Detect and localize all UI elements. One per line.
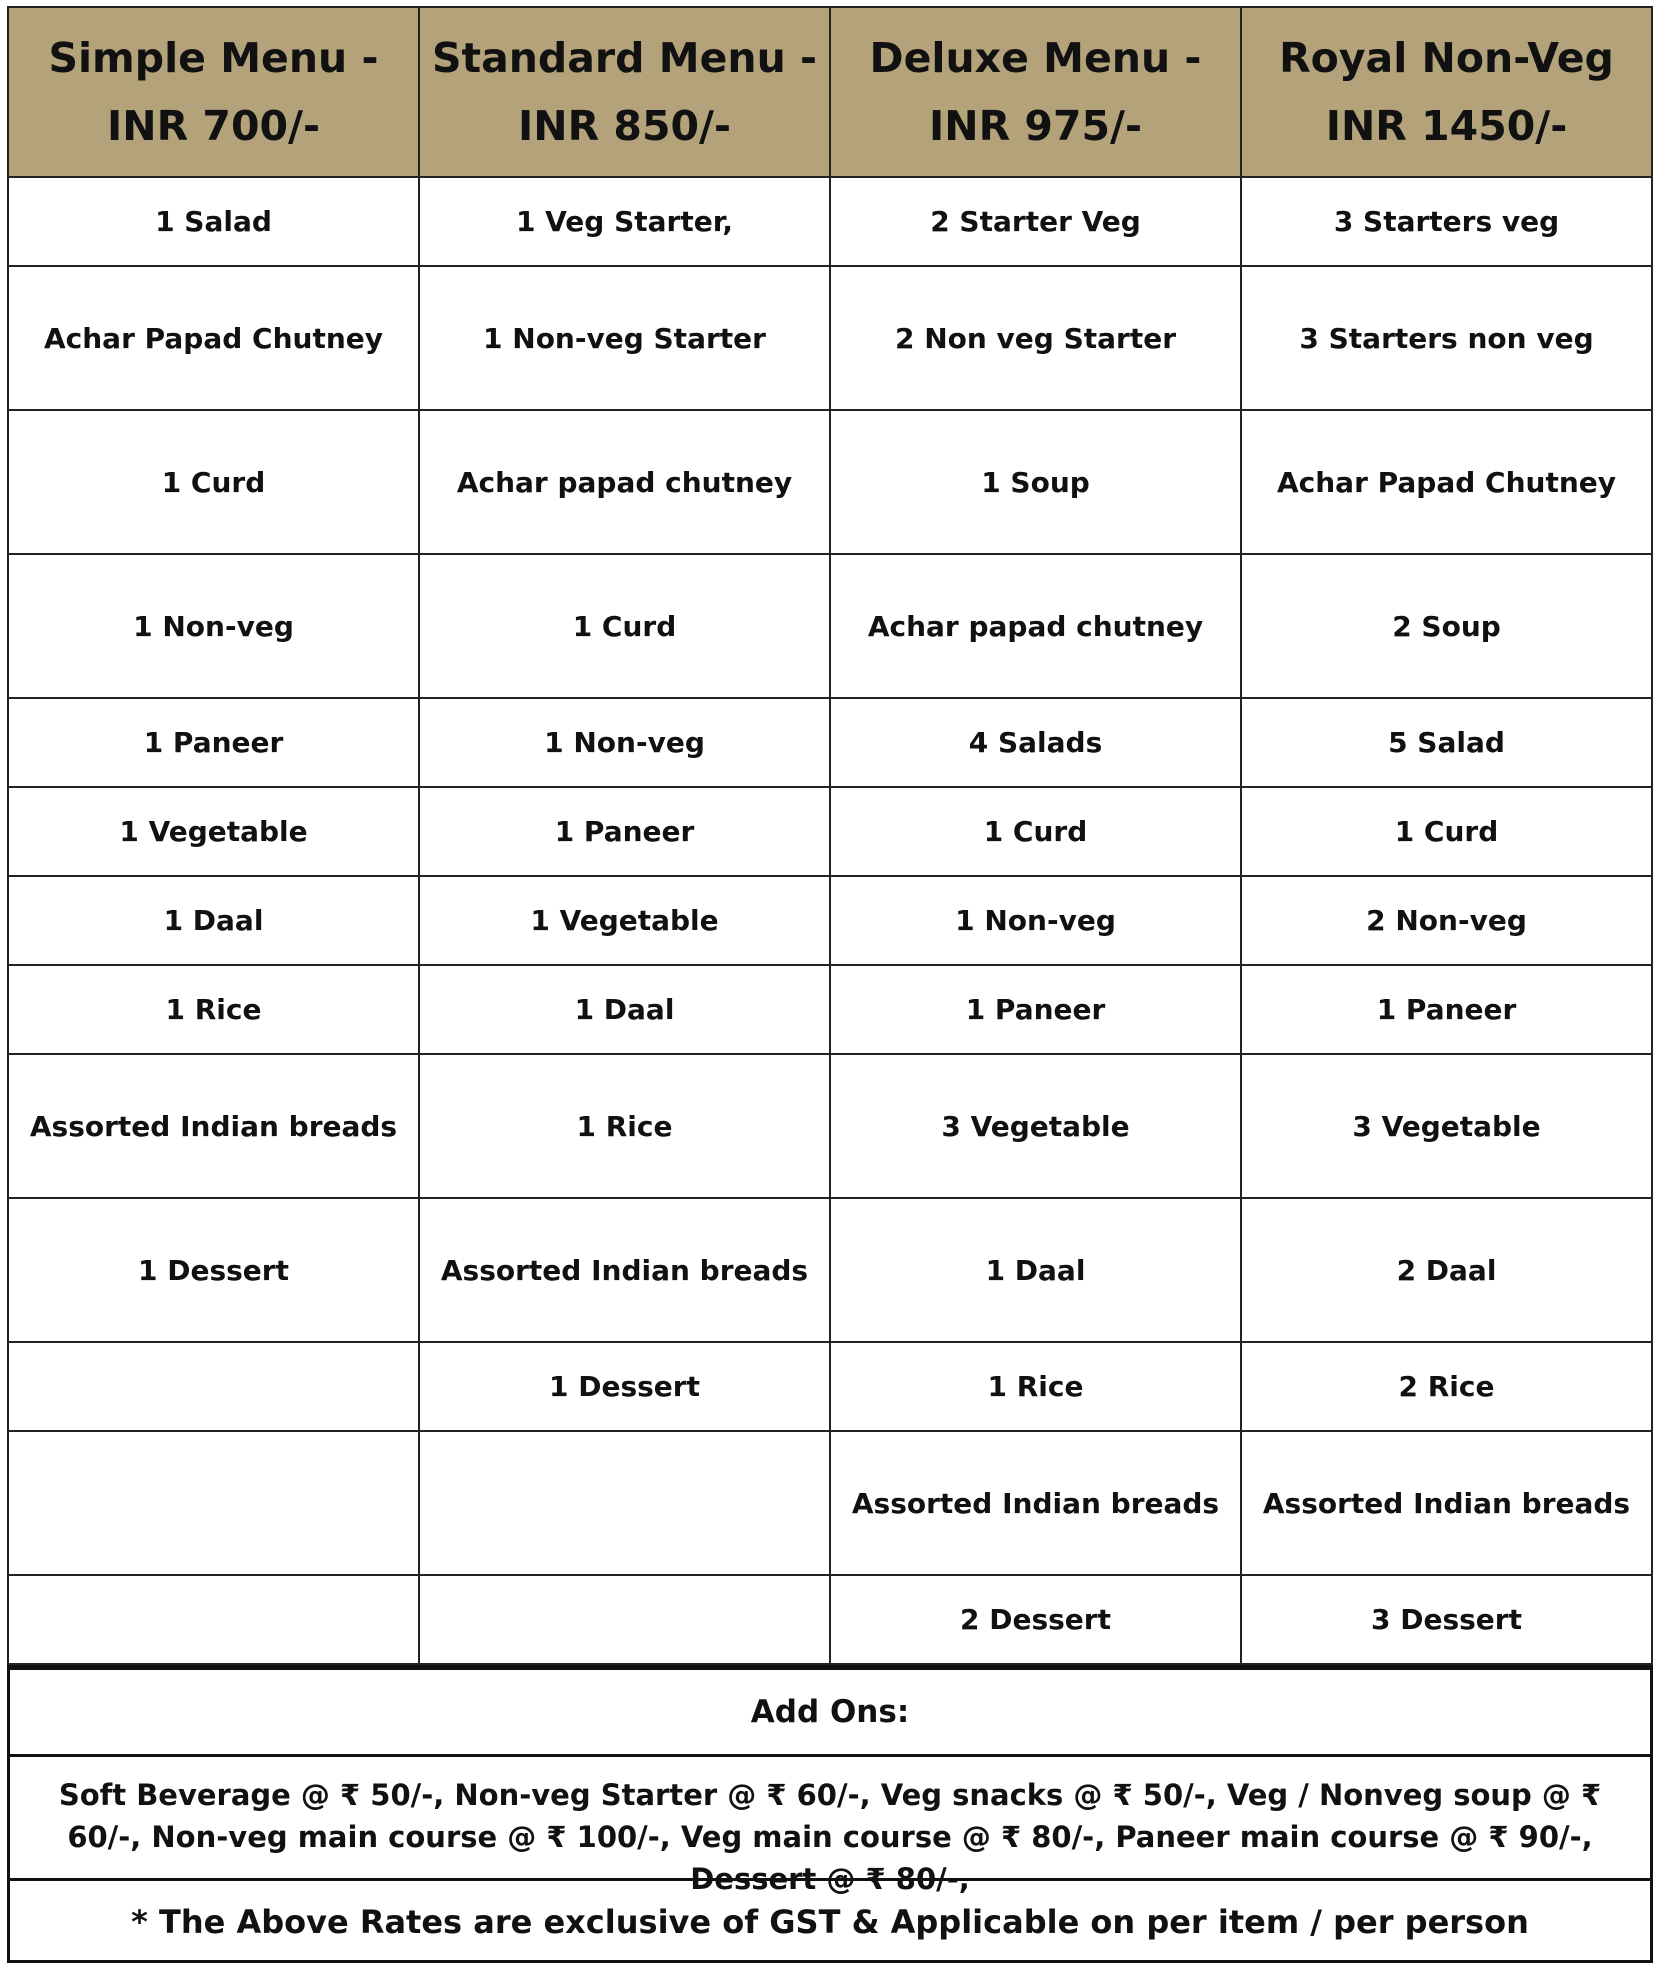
menu-item-cell: 1 Non-veg — [419, 698, 830, 787]
table-row — [8, 876, 1652, 965]
menu-item-cell: 1 Paneer — [1241, 965, 1652, 1054]
menu-item-cell: Assorted Indian breads — [1241, 1431, 1652, 1575]
menu-item-cell: 1 Paneer — [830, 965, 1241, 1054]
table-row — [8, 266, 1652, 410]
menu-item-cell: 5 Salad — [1241, 698, 1652, 787]
menu-price: INR 1450/- — [1325, 102, 1568, 150]
addons-list: Soft Beverage @ ₹ 50/-, Non-veg Starter @ ₹ 60/-, Veg snacks @ ₹ 50/-, Veg / Nonveg soup @ ₹ 60/-, Non-veg main course @ ₹ 100/-, Veg main course @ ₹ 80/-, Paneer main course @ ₹ 90/-, Dessert @ ₹ 80/-, — [10, 1754, 1650, 1878]
table-row — [8, 177, 1652, 266]
menu-item-cell: Achar Papad Chutney — [1241, 410, 1652, 554]
menu-item-cell: 1 Rice — [8, 965, 419, 1054]
menu-item-cell: 1 Vegetable — [8, 787, 419, 876]
menu-item-cell: Achar papad chutney — [419, 410, 830, 554]
table-row — [8, 698, 1652, 787]
table-row — [8, 1431, 1652, 1575]
table-row — [8, 1198, 1652, 1342]
menu-item-cell: 1 Paneer — [8, 698, 419, 787]
menu-item-cell: 1 Soup — [830, 410, 1241, 554]
menu-table — [7, 6, 1653, 1665]
menu-item-cell: 1 Curd — [419, 554, 830, 698]
gst-note: * The Above Rates are exclusive of GST & Applicable on per item / per person — [10, 1878, 1650, 1960]
menu-item-cell: 1 Non-veg — [8, 554, 419, 698]
table-row — [8, 787, 1652, 876]
menu-item-cell: Assorted Indian breads — [830, 1431, 1241, 1575]
table-row — [8, 1342, 1652, 1431]
menu-price: INR 975/- — [929, 102, 1142, 150]
menu-item-cell: 1 Daal — [419, 965, 830, 1054]
menu-item-cell: 3 Vegetable — [830, 1054, 1241, 1198]
menu-item-cell: 1 Non-veg — [830, 876, 1241, 965]
menu-item-cell — [8, 1575, 419, 1664]
table-row — [8, 1575, 1652, 1664]
menu-item-cell: 1 Daal — [830, 1198, 1241, 1342]
menu-item-cell: 2 Dessert — [830, 1575, 1241, 1664]
menu-name: Simple Menu - — [48, 34, 379, 82]
menu-item-cell: 2 Rice — [1241, 1342, 1652, 1431]
menu-item-cell: 2 Daal — [1241, 1198, 1652, 1342]
menu-item-cell: 1 Curd — [1241, 787, 1652, 876]
menu-item-cell — [8, 1431, 419, 1575]
menu-item-cell: 2 Starter Veg — [830, 177, 1241, 266]
menu-item-cell: 4 Salads — [830, 698, 1241, 787]
menu-item-cell: 1 Veg Starter, — [419, 177, 830, 266]
menu-item-cell: Achar Papad Chutney — [8, 266, 419, 410]
table-row — [8, 965, 1652, 1054]
menu-name: Royal Non-Veg — [1279, 34, 1614, 82]
menu-item-cell: 1 Vegetable — [419, 876, 830, 965]
menu-sheet — [7, 6, 1653, 1963]
menu-header-royal — [1241, 7, 1652, 177]
menu-item-cell: 1 Rice — [419, 1054, 830, 1198]
table-row — [8, 410, 1652, 554]
menu-item-cell: Achar papad chutney — [830, 554, 1241, 698]
menu-item-cell: 1 Curd — [830, 787, 1241, 876]
menu-item-cell: 3 Starters veg — [1241, 177, 1652, 266]
menu-header-deluxe — [830, 7, 1241, 177]
table-row — [8, 1054, 1652, 1198]
menu-item-cell: 2 Non-veg — [1241, 876, 1652, 965]
addons-box — [7, 1665, 1653, 1963]
menu-item-cell: 3 Vegetable — [1241, 1054, 1652, 1198]
menu-item-cell — [8, 1342, 419, 1431]
addons-title: Add Ons: — [750, 1694, 910, 1730]
menu-item-cell — [419, 1575, 830, 1664]
menu-item-cell — [419, 1431, 830, 1575]
menu-item-cell: 2 Non veg Starter — [830, 266, 1241, 410]
menu-item-cell: Assorted Indian breads — [8, 1054, 419, 1198]
menu-header-standard — [419, 7, 830, 177]
menu-item-cell: 2 Soup — [1241, 554, 1652, 698]
menu-item-cell: 1 Non-veg Starter — [419, 266, 830, 410]
menu-item-cell: 1 Curd — [8, 410, 419, 554]
menu-item-cell: 1 Daal — [8, 876, 419, 965]
menu-item-cell: 1 Paneer — [419, 787, 830, 876]
menu-item-cell: Assorted Indian breads — [419, 1198, 830, 1342]
menu-price: INR 850/- — [518, 102, 731, 150]
menu-item-cell: 3 Starters non veg — [1241, 266, 1652, 410]
header-row — [8, 7, 1652, 177]
menu-price: INR 700/- — [107, 102, 320, 150]
menu-item-cell: 1 Rice — [830, 1342, 1241, 1431]
menu-item-cell: 3 Dessert — [1241, 1575, 1652, 1664]
menu-name: Deluxe Menu - — [869, 34, 1202, 82]
menu-header-simple — [8, 7, 419, 177]
menu-name: Standard Menu - — [431, 34, 818, 82]
menu-item-cell: 1 Dessert — [8, 1198, 419, 1342]
table-row — [8, 554, 1652, 698]
menu-item-cell: 1 Salad — [8, 177, 419, 266]
menu-item-cell: 1 Dessert — [419, 1342, 830, 1431]
